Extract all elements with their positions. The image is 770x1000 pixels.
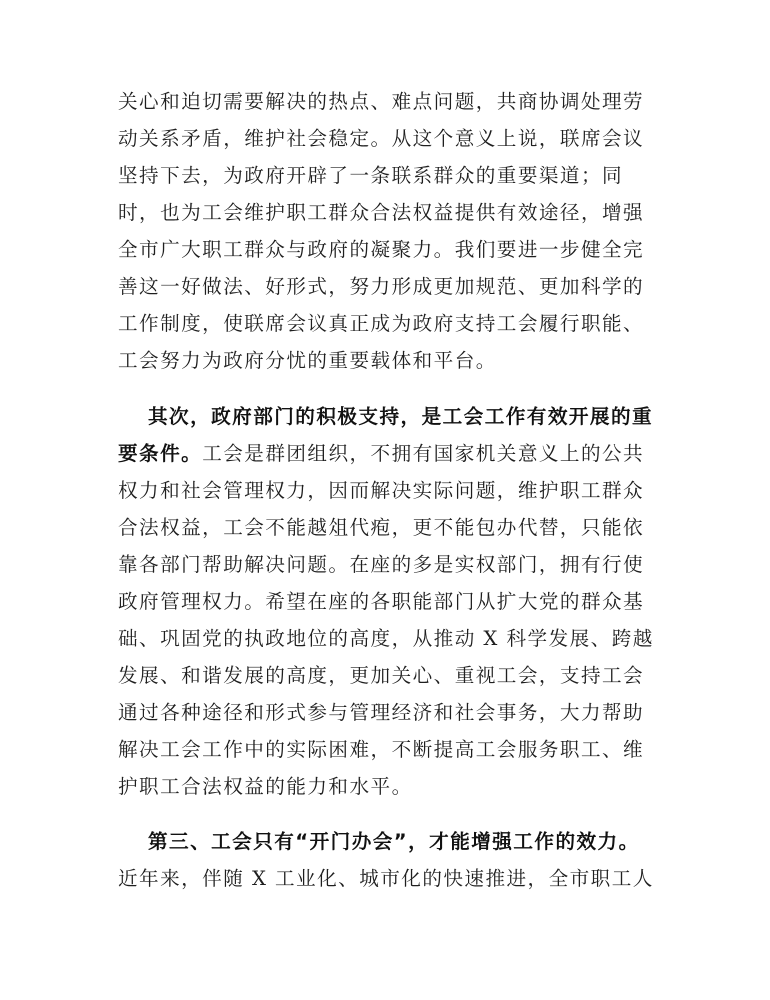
paragraph-line: 工作制度，使联席会议真正成为政府支持工会履行职能、 [118,312,645,335]
paragraph-line: 关心和迫切需要解决的热点、难点问题，共商协调处理劳 [118,90,645,113]
paragraph-line: 护职工合法权益的能力和水平。 [118,775,413,798]
paragraph-line: 近年来，伴随 X 工业化、城市化的快速推进，全市职工人 [118,867,654,890]
paragraph-line [118,439,658,469]
paragraph-text: 工会是群团组织，不拥有国家机关意义上的公共 [202,442,645,465]
paragraph-line: 善这一好做法、好形式，努力形成更加规范、更加科学的 [118,275,645,298]
section-heading: 第三、工会只有“开门办会”，才能增强工作的效力。 [148,830,640,853]
paragraph-line: 动关系矛盾，维护社会稳定。从这个意义上说，联席会议 [118,127,645,150]
paragraph-line: 解决工会工作中的实际困难，不断提高工会服务职工、维 [118,738,645,761]
paragraph-line: 工会努力为政府分忧的重要载体和平台。 [118,349,497,372]
section-heading: 其次，政府部门的积极支持，是工会工作有效开展的重 [148,405,654,428]
paragraph-line: 合法权益，工会不能越俎代疱，更不能包办代替，只能依 [118,516,645,539]
section-heading-continuation: 要条件。 [118,442,203,465]
paragraph-line: 础、巩固党的执政地位的高度，从推动 X 科学发展、跨越 [118,627,654,650]
paragraph-line: 通过各种途径和形式参与管理经济和社会事务，大力帮助 [118,701,645,724]
paragraph-line: 政府管理权力。希望在座的各职能部门从扩大党的群众基 [118,590,645,613]
paragraph-line: 坚持下去，为政府开辟了一条联系群众的重要渠道；同 [118,164,624,187]
paragraph-line: 时，也为工会维护职工群众合法权益提供有效途径，增强 [118,201,645,224]
paragraph-line: 权力和社会管理权力，因而解决实际问题，维护职工群众 [118,479,645,502]
paragraph-line: 靠各部门帮助解决问题。在座的多是实权部门，拥有行使 [118,553,645,576]
paragraph-line: 全市广大职工群众与政府的凝聚力。我们要进一步健全完 [118,238,645,261]
paragraph-line: 发展、和谐发展的高度，更加关心、重视工会，支持工会 [118,664,645,687]
